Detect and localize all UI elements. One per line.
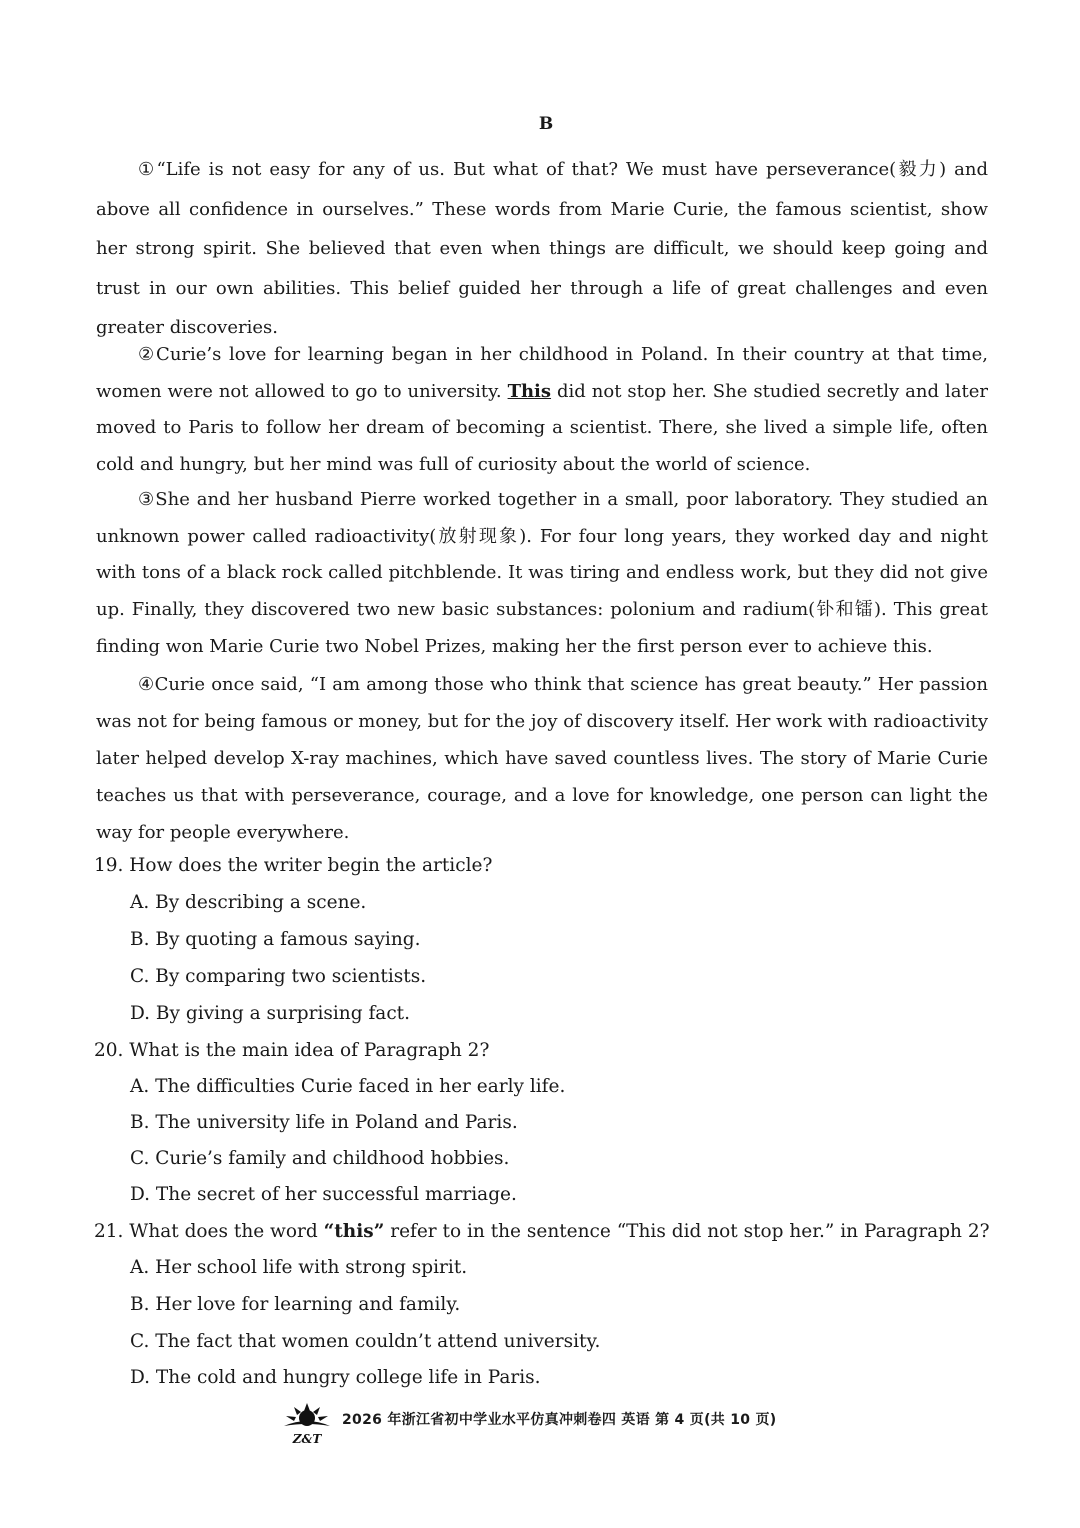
paragraph-4-number: ④ bbox=[138, 674, 155, 695]
paragraph-2-text-after: did not stop her. She studied secretly and later moved to Paris to follow her dream of becoming a scientist. There, she lived a simple life, often cold and hungry, but her mind was full of curiosity about the world of science. bbox=[96, 380, 988, 475]
question-21-stem-before: 21. What does the word bbox=[94, 1221, 324, 1242]
question-21-option-d[interactable]: D. The cold and hungry college life in Paris. bbox=[130, 1367, 541, 1388]
question-21-option-a[interactable]: A. Her school life with strong spirit. bbox=[130, 1257, 468, 1278]
logo-text: Z&T bbox=[292, 1432, 322, 1446]
question-21-stem-bold-word: “this” bbox=[323, 1221, 385, 1242]
question-20-option-c[interactable]: C. Curie’s family and childhood hobbies. bbox=[130, 1148, 510, 1169]
paragraph-1 bbox=[96, 150, 988, 348]
paragraph-1-number: ① bbox=[138, 159, 157, 180]
paragraph-2-number: ② bbox=[138, 344, 157, 365]
paragraph-3 bbox=[96, 482, 988, 666]
paragraph-2-text-before: Curie’s love for learning began in her childhood in Poland. In their country at that time, women were not allowed to go to university. bbox=[96, 344, 988, 402]
paragraph-4-text: Curie once said, “I am among those who think that science has great beauty.” Her passion was not for being famous or money, but for the joy of discovery itself. Her work with radioactivity later helped develop X-ray machines, which have saved countless lives. The story of Marie Curie teaches us that with perseverance, courage, and a love for knowledge, one person can light the way for people everywhere. bbox=[96, 674, 988, 843]
question-21-option-c[interactable]: C. The fact that women couldn’t attend university. bbox=[130, 1331, 601, 1352]
question-20-stem: 20. What is the main idea of Paragraph 2? bbox=[94, 1040, 490, 1061]
question-19-stem: 19. How does the writer begin the article? bbox=[94, 855, 493, 876]
paragraph-1-text: “Life is not easy for any of us. But what of that? We must have perseverance(毅力) and above all confidence in ourselves.” These words from Marie Curie, the famous scientist, show her strong spirit. She believed that even when things are difficult, we should keep going and trust in our own abilities. This belief guided her through a life of great challenges and even greater discoveries. bbox=[96, 159, 988, 338]
paragraph-2 bbox=[96, 337, 988, 483]
question-21-stem-after: refer to in the sentence “This did not stop her.” in Paragraph 2? bbox=[384, 1221, 990, 1242]
question-19-option-b[interactable]: B. By quoting a famous saying. bbox=[130, 929, 421, 950]
question-20-option-d[interactable]: D. The secret of her successful marriage. bbox=[130, 1184, 517, 1205]
paragraph-3-text: She and her husband Pierre worked together in a small, poor laboratory. They studied an unknown power called radioactivity(放射现象). For four long years, they worked day and night with tons of a black rock called pitchblende. It was tiring and endless work, but they did not give up. Finally, they discovered two new basic substances: polonium and radium(钋和镭). This great finding won Marie Curie two Nobel Prizes, making her the first person ever to achieve this. bbox=[96, 489, 988, 657]
section-title: B bbox=[538, 114, 554, 134]
page-footer bbox=[276, 1406, 976, 1446]
question-19-option-a[interactable]: A. By describing a scene. bbox=[130, 892, 367, 913]
question-21-stem bbox=[94, 1221, 994, 1242]
question-21-option-b[interactable]: B. Her love for learning and family. bbox=[130, 1294, 461, 1315]
paragraph-3-number: ③ bbox=[138, 489, 156, 510]
question-19-option-d[interactable]: D. By giving a surprising fact. bbox=[130, 1003, 410, 1024]
paragraph-4 bbox=[96, 666, 988, 851]
footer-text: 2026 年浙江省初中学业水平仿真冲刺卷四 英语 第 4 页(共 10 页) bbox=[342, 1412, 777, 1428]
publisher-logo-icon bbox=[276, 1402, 338, 1446]
question-20-option-b[interactable]: B. The university life in Poland and Paris. bbox=[130, 1112, 518, 1133]
paragraph-2-highlight-this: This bbox=[507, 380, 552, 402]
question-20-option-a[interactable]: A. The difficulties Curie faced in her early life. bbox=[130, 1076, 566, 1097]
question-19-option-c[interactable]: C. By comparing two scientists. bbox=[130, 966, 427, 987]
